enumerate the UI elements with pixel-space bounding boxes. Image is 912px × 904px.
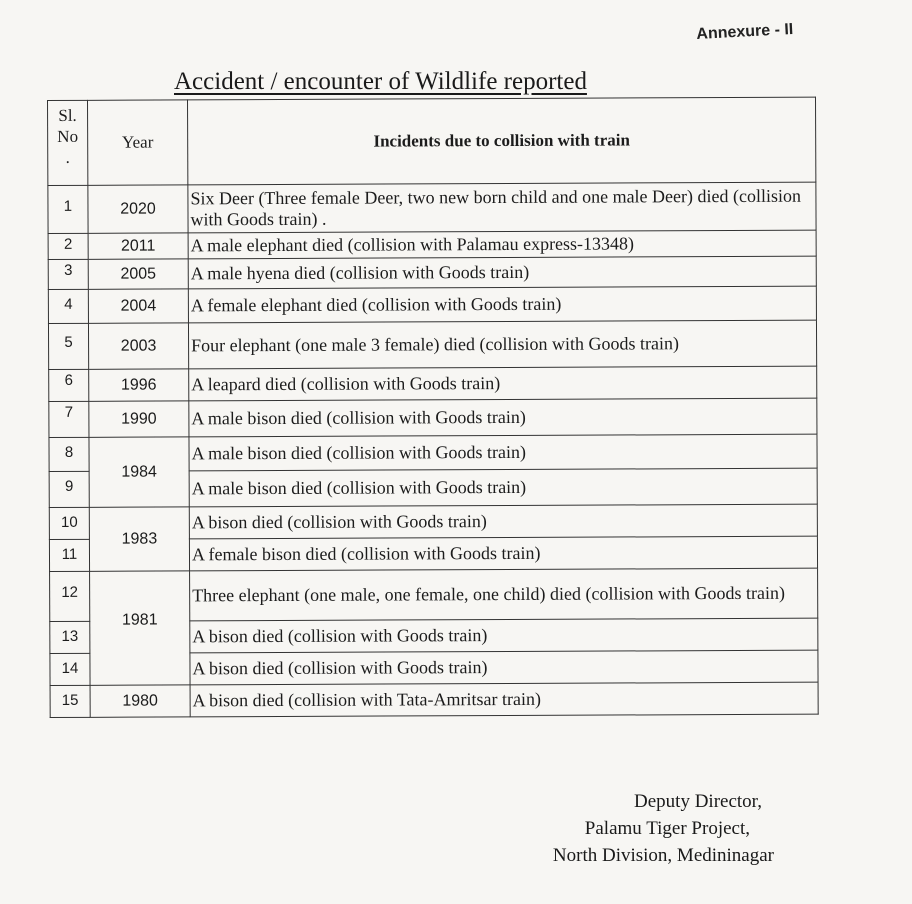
year-cell: 1990 bbox=[89, 401, 189, 437]
header-incidents: Incidents due to collision with train bbox=[188, 97, 816, 185]
header-sl-no bbox=[48, 100, 88, 185]
incident-cell: A male hyena died (collision with Goods train) bbox=[188, 256, 816, 289]
sl-cell: 6 bbox=[49, 369, 89, 401]
table-row bbox=[49, 366, 817, 401]
header-sl-line2: No bbox=[57, 126, 79, 146]
year-cell: 2004 bbox=[88, 289, 188, 323]
table-row bbox=[48, 182, 816, 233]
table-row bbox=[48, 320, 816, 369]
year-cell: 1984 bbox=[89, 437, 189, 507]
signature-block bbox=[553, 788, 774, 869]
table-row bbox=[49, 434, 817, 471]
sl-cell: 8 bbox=[49, 437, 89, 471]
year-cell: 2020 bbox=[88, 185, 188, 233]
incident-cell: A male elephant died (collision with Palamau express-13348) bbox=[188, 230, 816, 259]
incident-cell: Six Deer (Three female Deer, two new born child and one male Deer) died (collision with Goods train) . bbox=[188, 182, 816, 233]
sl-cell: 3 bbox=[48, 259, 88, 289]
signature-division: North Division, Medininagar bbox=[552, 845, 774, 866]
incident-cell: A bison died (collision with Tata-Amritsar train) bbox=[190, 682, 818, 717]
year-cell: 1981 bbox=[90, 571, 190, 685]
year-cell: 2003 bbox=[88, 323, 188, 369]
incident-cell: A male bison died (collision with Goods train) bbox=[189, 434, 817, 471]
sl-cell: 7 bbox=[49, 401, 89, 437]
table-header-row bbox=[48, 97, 816, 185]
sl-cell: 1 bbox=[48, 185, 88, 233]
year-cell: 1983 bbox=[89, 507, 189, 571]
sl-cell: 10 bbox=[49, 507, 89, 539]
page-title: Accident / encounter of Wildlife reported bbox=[174, 68, 587, 95]
incidents-table bbox=[47, 97, 819, 718]
incidents-table-container bbox=[47, 97, 818, 718]
header-sl-line3: . bbox=[65, 147, 70, 167]
signature-designation: Deputy Director, bbox=[634, 791, 762, 812]
incident-cell: A male bison died (collision with Goods train) bbox=[189, 398, 817, 437]
sl-cell: 14 bbox=[50, 653, 90, 685]
sl-cell: 5 bbox=[48, 323, 88, 369]
year-cell: 1996 bbox=[89, 369, 189, 401]
table-row bbox=[48, 286, 816, 323]
incident-cell: A bison died (collision with Goods train) bbox=[190, 618, 818, 653]
sl-cell: 13 bbox=[50, 621, 90, 653]
table-row bbox=[50, 568, 818, 621]
sl-cell: 4 bbox=[48, 289, 88, 323]
sl-cell: 9 bbox=[49, 471, 89, 507]
table-row bbox=[49, 504, 817, 539]
table-row bbox=[49, 398, 817, 437]
table-row bbox=[48, 230, 816, 259]
sl-cell: 11 bbox=[49, 539, 89, 571]
header-year: Year bbox=[88, 100, 188, 185]
year-cell: 1980 bbox=[90, 685, 190, 717]
signature-project: Palamu Tiger Project, bbox=[584, 818, 750, 839]
header-sl-line1: Sl. bbox=[58, 105, 77, 125]
table-row bbox=[48, 256, 816, 289]
table-row bbox=[50, 682, 818, 717]
incident-cell: A leapard died (collision with Goods train) bbox=[189, 366, 817, 401]
year-cell: 2005 bbox=[88, 259, 188, 289]
incident-cell: A bison died (collision with Goods train) bbox=[190, 650, 818, 685]
annexure-label: Annexure - II bbox=[696, 20, 794, 43]
incident-cell: Four elephant (one male 3 female) died (collision with Goods train) bbox=[188, 320, 816, 369]
sl-cell: 15 bbox=[50, 685, 90, 717]
sl-cell: 12 bbox=[50, 571, 90, 621]
incident-cell: Three elephant (one male, one female, one child) died (collision with Goods train) bbox=[190, 568, 818, 621]
incident-cell: A male bison died (collision with Goods train) bbox=[189, 468, 817, 507]
incident-cell: A female elephant died (collision with Goods train) bbox=[188, 286, 816, 323]
year-cell: 2011 bbox=[88, 233, 188, 259]
incident-cell: A female bison died (collision with Goods train) bbox=[189, 536, 817, 571]
incident-cell: A bison died (collision with Goods train) bbox=[189, 504, 817, 539]
sl-cell: 2 bbox=[48, 233, 88, 259]
